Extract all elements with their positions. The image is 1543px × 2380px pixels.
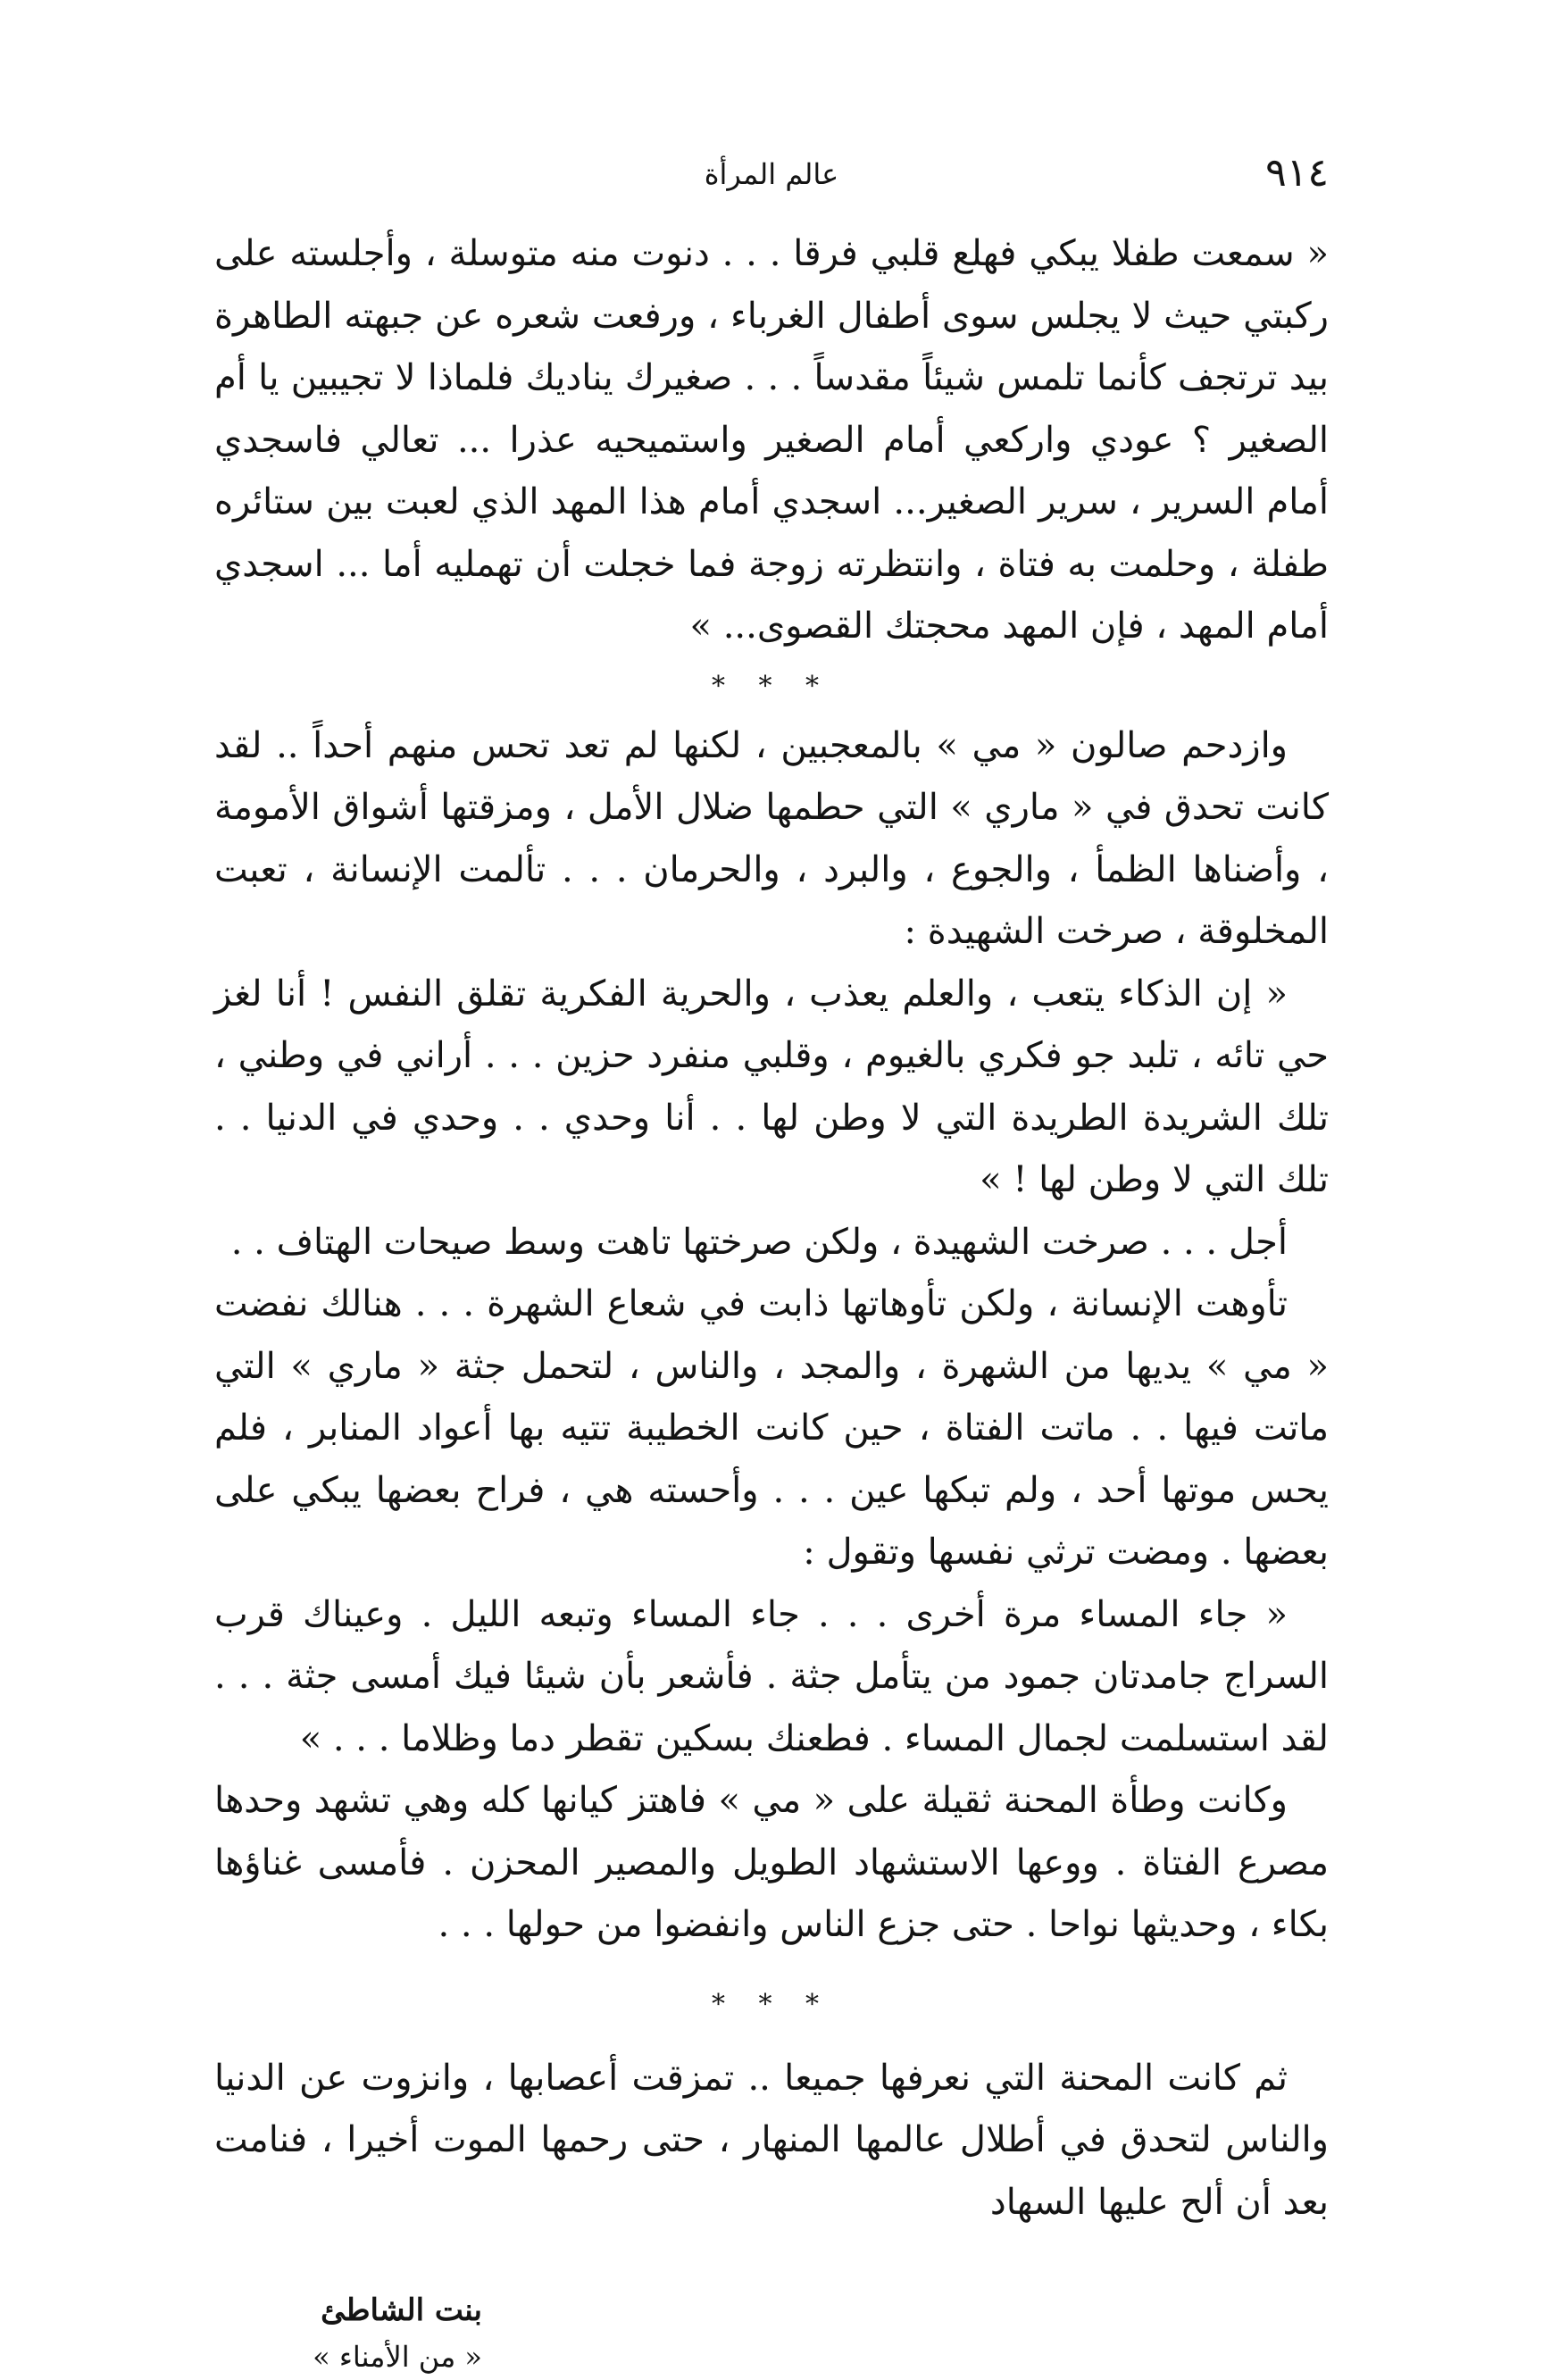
section-separator: * * * [711, 670, 832, 702]
paragraph-ending: ثم كانت المحنة التي نعرفها جميعا .. تمزقت أعصابها ، وانزوت عن الدنيا والناس لتحدق في أطلال عالمها المنهار ، حتى رحمها الموت أخيرا ، فنامت بعد أن ألح عليها السهاد [214, 2057, 1329, 2223]
paragraph-martyr-cry: أجل . . . صرخت الشهيدة ، ولكن صرختها تاهت وسط صيحات الهتاف . . [230, 1221, 1288, 1263]
paragraph-salon: وازدحم صالون « مي » بالمعجبين ، لكنها لم تعد تحس منهم أحداً .. لقد كانت تحدق في « ماري » التي حطمها ضلال الأمل ، ومزقتها أشواق الأمومة ، وأضناها الظمأ ، والجوع ، والبرد ، والحرمان . . . تألمت الإنسانة ، تعبت المخلوقة ، صرخت الشهيدة : [214, 724, 1329, 952]
paragraph-ordeal: وكانت وطأة المحنة ثقيلة على « مي » فاهتز كيانها كله وهي تشهد وحدها مصرع الفتاة . ووعها الاستشهاد الطويل والمصير المحزن . فأمسى غناؤها بكاء ، وحديثها نواحا . حتى جزع الناس وانفضوا من حولها . . . [214, 1780, 1329, 1945]
paragraph-fame: تأوهت الإنسانة ، ولكن تأوهاتها ذابت في شعاع الشهرة . . . هنالك نفضت « مي » يديها من الشهرة ، والمجد ، والناس ، لتحمل جثة « ماري » التي ماتت فيها . . ماتت الفتاة ، حين كانت الخطيبة تتيه بها أعواد المنابر ، فلم يحس موتها أحد ، ولم تبكها عين . . . وأحسته هي ، فراح بعضها يبكي على بعضها . ومضت ترثي نفسها وتقول : [214, 1283, 1329, 1573]
source-citation: « من الأمناء » [313, 2340, 482, 2374]
article-body [214, 223, 1329, 2380]
running-title: عالم المرأة [704, 157, 839, 191]
author-name: بنت الشاطئ [321, 2292, 482, 2328]
section-separator: * * * [711, 1988, 832, 2020]
page-number: ٩١٤ [1265, 150, 1329, 196]
paragraph-quote-cradle: « سمعت طفلا يبكي فهلع قلبي فرقا . . . دنوت منه متوسلة ، وأجلسته على ركبتي حيث لا يجلس سوى أطفال الغرباء ، ورفعت شعره عن جبهته الطاهرة بيد ترتجف كأنما تلمس شيئاً مقدساً . . . صغيرك يناديك فلماذا لا تجيبين يا أم الصغير ؟ عودي واركعي أمام الصغير واستميحيه عذرا ... تعالي فاسجدي أمام السرير ، سرير الصغير... اسجدي أمام هذا المهد الذي لعبت بين ستائره طفلة ، وحلمت به فتاة ، وانتظرته زوجة فما خجلت أن تهمليه أما ... اسجدي أمام المهد ، فإن المهد محجتك القصوى... » [214, 233, 1329, 647]
paragraph-quote-intelligence: « إن الذكاء يتعب ، والعلم يعذب ، والحرية الفكرية تقلق النفس ! أنا لغز حي تائه ، تلبد جو فكري بالغيوم ، وقلبي منفرد حزين . . . أراني في وطني ، تلك الشريدة الطريدة التي لا وطن لها . . أنا وحدي . . وحدي في الدنيا . . تلك التي لا وطن لها ! » [214, 973, 1329, 1200]
page-header [214, 150, 1329, 214]
paragraph-quote-evening: « جاء المساء مرة أخرى . . . جاء المساء وتبعه الليل . وعيناك قرب السراج جامدتان جمود من يتأمل جثة . فأشعر بأن شيئا فيك أمسى جثة . . . لقد استسلمت لجمال المساء . فطعنك بسكين تقطر دما وظلاما . . . » [214, 1593, 1330, 1759]
signature-block [214, 2287, 1329, 2380]
